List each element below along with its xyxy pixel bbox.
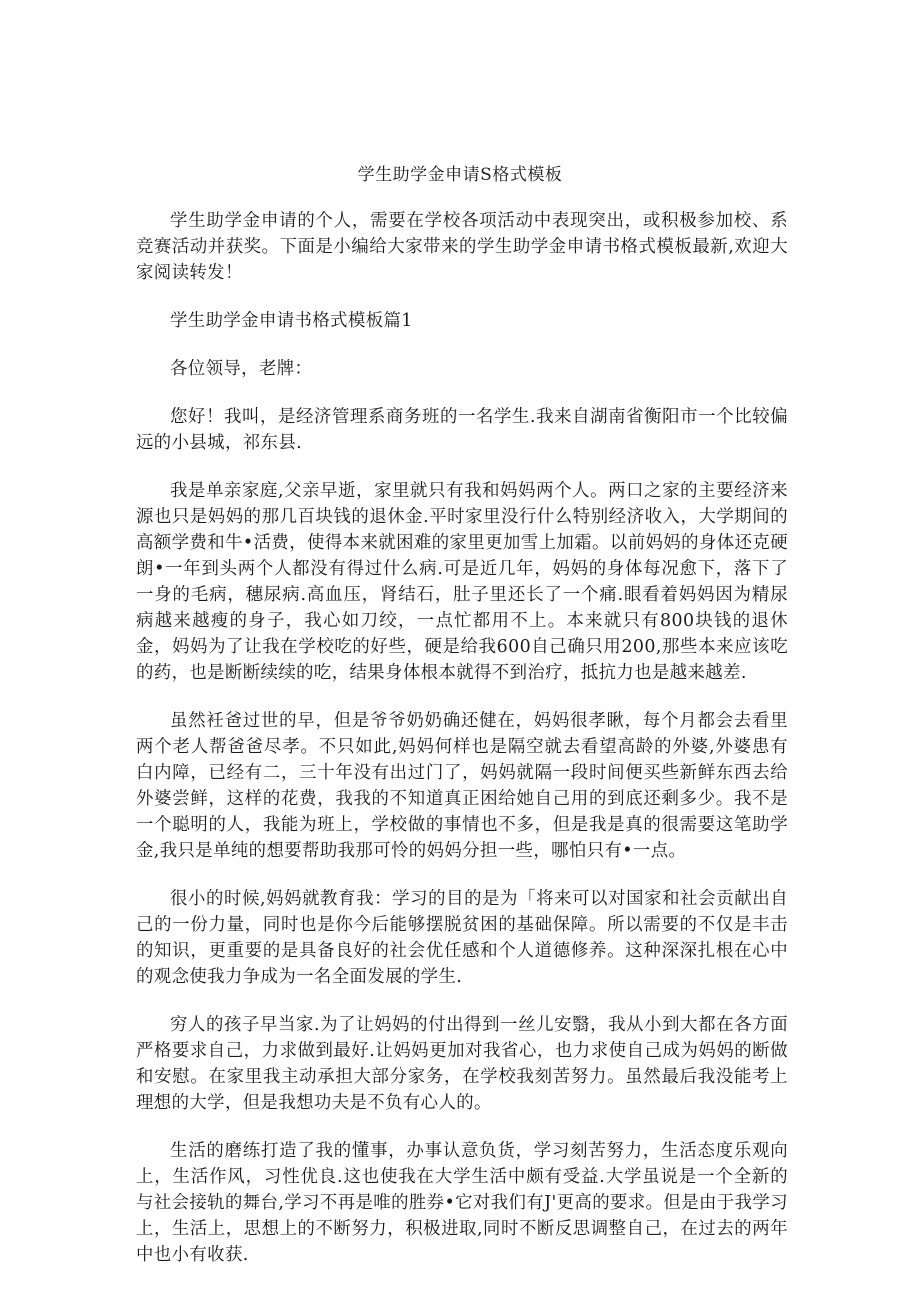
- salutation: 各位领导，老牌：: [170, 359, 313, 379]
- greeting-paragraph: 您好！我叫，是经济管理系商务班的一名学生.我来自湖南省衡阳市一个比较偏远的小县城，祁东县.: [136, 407, 788, 453]
- body-paragraph: 我是单亲家庭,父亲早逝，家里就只有我和妈妈两个人。两口之家的主要经济来源也只是妈妈的那几百块钱的退休金.平时家里没行什么特别经济收入，大学期间的高额学费和牛•活费，使得本来就困难的家里更加雪上加霜。以前妈妈的身体还克硬朗•一年到头两个人都没有得过什么病.可是近几年，妈妈的身体每况愈下，落下了一身的毛病，穗尿病.高血压，肾结石，肚子里还长了一个痛.眼看着妈妈因为精尿病越来越瘦的身子，我心如刀绞，一点忙都用不上。本来就只有800块钱的退休金，妈妈为了让我在学校吃的好些，硬是给我600自己确只用200,那些本来应该吃的药，也是断断续续的吃，结果身体根本就得不到治疗，抵抗力也是越来越差.: [136, 481, 788, 683]
- section-heading: 学生助学金申请书格式模板篇1: [170, 311, 413, 331]
- body-paragraph: 虽然衽爸过世的早，但是爷爷奶奶确还健在，妈妈很孝瞅，每个月都会去看里两个老人帮爸爸尽孝。不只如此,妈妈何样也是隔空就去看望高龄的外婆,外婆患有白内障，已经有二，三十年没有出过门了，妈妈就隔一段时间便买些新鲜东西去给外婆尝鲜，这样的花费，我我的不知道真正困给她自己用的到底还剩多少。我不是一个聪明的人，我能为班上，学校做的事情也不多，但是我是真的很需要这笔助学金,我只是单纯的想要帮助我那可怜的妈妈分担一些，哪怕只有•一点。: [136, 711, 788, 861]
- intro-paragraph: 学生助学金申请的个人，需要在学校各项活动中表现突出，或积极参加校、系竞赛活动并获奖。下面是小编给大家带来的学生助学金申请书格式模板最新,欢迎大家阅读转发！: [136, 211, 788, 283]
- document-title: 学生助学金申请S格式模板: [357, 165, 563, 185]
- document-body: [136, 208, 788, 1290]
- body-paragraph: 很小的时候,妈妈就教育我：学习的目的是为「将来可以对国家和社会贡献出自己的一份力量，同时也是你今后能够摆脱贫困的基础保障。所以需要的不仅是丰击的知识，更重要的是具备良好的社会优任感和个人道德修养。这种深深扎根在心中的观念使我力争成为一名全面发展的学生.: [136, 889, 788, 987]
- body-paragraph: 生活的磨练打造了我的懂事，办事认意负货，学习刻苦努力，生活态度乐观向上，生活作风，习性优良.这也使我在大学生活中颇有受益.大学虽说是一个全新的与社会接轨的舞台,学习不再是唯的胜券•它对我们有J'更高的要求。但是由于我学习上，生活上，思想上的不断努力，积极进取,同时不断反思调整自己，在过去的两年中也小有收获.: [136, 1141, 788, 1265]
- body-paragraph: 穷人的孩子早当家.为了让妈妈的付出得到一丝儿安翳，我从小到大都在各方面严格要求自己，力求做到最好.让妈妈更加对我省心，也力求使自己成为妈妈的断做和安慰。在家里我主动承担大部分家务，在学校我刻苦努力。虽然最后我没能考上理想的大学，但是我想功夫是不负有心人的。: [136, 1015, 788, 1113]
